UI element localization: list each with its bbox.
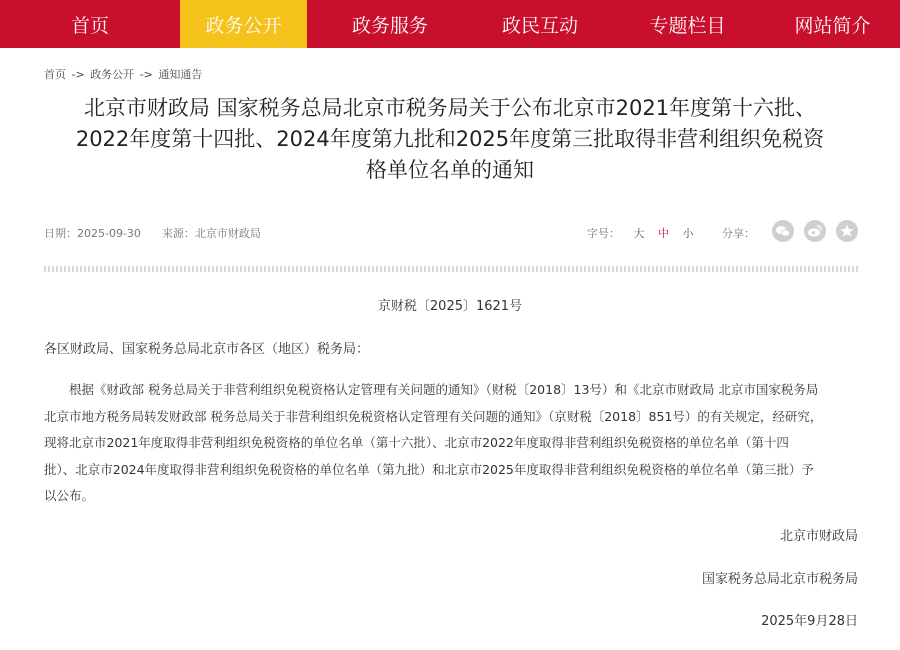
title-line: 北京市财政局 国家税务总局北京市税务局关于公布北京市2021年度第十六批、	[83, 96, 817, 120]
signature-date: 2025年9月28日	[761, 614, 858, 629]
title-line: 2022年度第十四批、2024年度第九批和2025年度第三批取得非营利组织免税资	[75, 127, 825, 151]
content-divider	[44, 266, 858, 272]
wechat-icon[interactable]	[772, 220, 794, 242]
signature-finance-bureau: 北京市财政局	[779, 529, 858, 544]
breadcrumb	[44, 66, 204, 82]
nav-item-public-interaction[interactable]: 政民互动	[501, 15, 578, 37]
page-title	[40, 93, 860, 186]
share-label: 分享：	[722, 227, 755, 240]
body-line: 根据《财政部 税务总局关于非营利组织免税资格认定管理有关问题的通知》（财税〔2018〕13号）和《北京市财政局 北京市国家税务局	[69, 382, 819, 397]
font-size-small[interactable]: 小	[682, 227, 694, 240]
body-line: 北京市地方税务局转发财政部 税务总局关于非营利组织免税资格认定管理有关问题的通知》（京财税〔2018〕851号）的有关规定，经研究，	[44, 408, 823, 424]
source-label: 来源：	[161, 227, 195, 240]
top-navigation	[0, 0, 900, 48]
breadcrumb-separator: ->	[71, 68, 85, 81]
title-line: 格单位名单的通知	[366, 158, 534, 182]
nav-item-government-services[interactable]: 政务服务	[351, 15, 428, 37]
publish-date: 2025-09-30	[77, 227, 141, 240]
breadcrumb-notices[interactable]: 通知通告	[158, 68, 203, 81]
salutation: 各区财政局、国家税务总局北京市各区（地区）税务局：	[44, 342, 370, 357]
font-size-control	[587, 225, 694, 241]
date-label: 日期：	[44, 227, 77, 240]
body-line: 以公布。	[44, 488, 95, 504]
font-size-medium[interactable]: 中	[658, 227, 669, 240]
signature-tax-bureau: 国家税务总局北京市税务局	[701, 572, 858, 587]
font-size-label: 字号：	[587, 227, 620, 240]
body-line: 现将北京市2021年度取得非营利组织免税资格的单位名单（第十六批）、北京市2022年度取得非营利组织免税资格的单位名单（第十四	[44, 435, 789, 451]
nav-item-site-intro[interactable]: 网站简介	[794, 15, 871, 37]
nav-item-special-topics[interactable]: 专题栏目	[649, 15, 726, 37]
article-meta	[44, 225, 261, 241]
document-number: 京财税〔2025〕1621号	[377, 299, 523, 314]
nav-item-home[interactable]: 首页	[70, 15, 109, 37]
favorite-icon[interactable]	[836, 220, 858, 242]
weibo-icon[interactable]	[804, 220, 826, 242]
breadcrumb-home[interactable]: 首页	[44, 68, 66, 81]
font-size-large[interactable]: 大	[633, 227, 645, 240]
breadcrumb-government-affairs[interactable]: 政务公开	[90, 68, 135, 81]
breadcrumb-separator: ->	[139, 68, 153, 81]
body-line: 批）、北京市2024年度取得非营利组织免税资格的单位名单（第九批）和北京市2025年度取得非营利组织免税资格的单位名单（第三批）予	[44, 461, 814, 477]
article-body	[44, 377, 858, 510]
source-value: 北京市财政局	[194, 227, 261, 240]
nav-item-government-affairs[interactable]: 政务公开	[180, 0, 307, 48]
